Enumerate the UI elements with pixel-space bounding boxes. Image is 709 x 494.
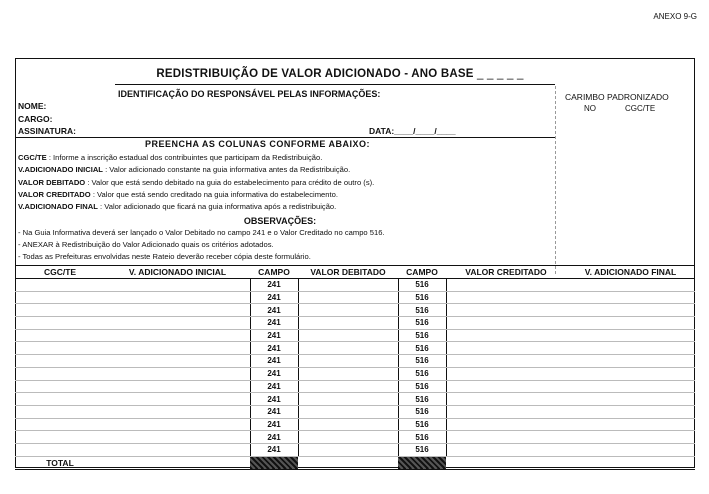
va-inicial-cell[interactable] (105, 342, 250, 355)
campo-credito-cell: 516 (398, 342, 446, 355)
campo-credito-cell: 516 (398, 291, 446, 304)
campo-credito-cell: 516 (398, 304, 446, 317)
valor-creditado-cell[interactable] (446, 367, 566, 380)
va-final-cell[interactable] (566, 304, 695, 317)
valor-creditado-cell[interactable] (446, 279, 566, 292)
table-row (15, 405, 695, 418)
cgcte-cell[interactable] (15, 291, 105, 304)
va-final-cell[interactable] (566, 367, 695, 380)
campo-credito-cell: 516 (398, 279, 446, 292)
instruction-item: CGC/TE : Informe a inscrição estadual dos contribuintes que participam da Redistribuição. (18, 153, 323, 162)
campo-debito-cell: 241 (250, 329, 298, 342)
id-heading: IDENTIFICAÇÃO DO RESPONSÁVEL PELAS INFORMAÇÕES: (118, 89, 381, 99)
col-header-campo-credito: CAMPO (398, 266, 446, 279)
va-inicial-cell[interactable] (105, 380, 250, 393)
valor-debitado-cell[interactable] (298, 342, 398, 355)
cargo-label: CARGO: (18, 114, 53, 124)
va-inicial-cell[interactable] (105, 317, 250, 330)
table-row (15, 393, 695, 406)
instruction-item: VALOR CREDITADO : Valor que está sendo creditado na guia informativa do estabelecimento. (18, 190, 338, 199)
instruction-item: V.ADICIONADO INICIAL : Valor adicionado constante na guia informativa antes da Redistribuição. (18, 165, 351, 174)
total-valor-creditado[interactable] (446, 456, 566, 469)
valor-debitado-cell[interactable] (298, 393, 398, 406)
total-valor-debitado[interactable] (298, 456, 398, 469)
col-header-va-final: V. ADICIONADO FINAL (566, 266, 695, 279)
valor-creditado-cell[interactable] (446, 431, 566, 444)
table-header-row (15, 266, 695, 279)
stamp-no-label: NO (584, 104, 596, 113)
va-inicial-cell[interactable] (105, 431, 250, 444)
va-inicial-cell[interactable] (105, 443, 250, 456)
campo-credito-cell: 516 (398, 367, 446, 380)
campo-credito-cell: 516 (398, 329, 446, 342)
valor-debitado-cell[interactable] (298, 355, 398, 368)
campo-debito-cell: 241 (250, 355, 298, 368)
total-campo-credito-shaded (398, 456, 446, 469)
valor-creditado-cell[interactable] (446, 291, 566, 304)
campo-debito-cell: 241 (250, 418, 298, 431)
stamp-cgcte-label: CGC/TE (625, 104, 656, 113)
cgcte-cell[interactable] (15, 405, 105, 418)
va-inicial-cell[interactable] (105, 355, 250, 368)
valor-creditado-cell[interactable] (446, 418, 566, 431)
table-row (15, 418, 695, 431)
valor-debitado-cell[interactable] (298, 317, 398, 330)
campo-debito-cell: 241 (250, 405, 298, 418)
annex-label: ANEXO 9-G (653, 12, 697, 21)
valor-debitado-cell[interactable] (298, 380, 398, 393)
table-row (15, 355, 695, 368)
col-header-valor-debitado: VALOR DEBITADO (298, 266, 398, 279)
cgcte-cell[interactable] (15, 367, 105, 380)
campo-credito-cell: 516 (398, 405, 446, 418)
va-inicial-cell[interactable] (105, 393, 250, 406)
valor-creditado-cell[interactable] (446, 317, 566, 330)
valor-creditado-cell[interactable] (446, 405, 566, 418)
table-row (15, 380, 695, 393)
valor-debitado-cell[interactable] (298, 443, 398, 456)
cgcte-cell[interactable] (15, 304, 105, 317)
total-va-inicial[interactable] (105, 456, 250, 469)
va-final-cell[interactable] (566, 380, 695, 393)
campo-credito-cell: 516 (398, 355, 446, 368)
va-final-cell[interactable] (566, 355, 695, 368)
va-final-cell[interactable] (566, 405, 695, 418)
total-row (15, 456, 695, 469)
date-field[interactable]: DATA:____/____/____ (369, 126, 456, 136)
va-inicial-cell[interactable] (105, 291, 250, 304)
total-label: TOTAL (15, 456, 105, 469)
table-row (15, 317, 695, 330)
table-row (15, 342, 695, 355)
table-row (15, 367, 695, 380)
valor-debitado-cell[interactable] (298, 291, 398, 304)
instruction-item: V.ADICIONADO FINAL : Valor adicionado que ficará na guia informativa após a redistribuição. (18, 202, 337, 211)
va-inicial-cell[interactable] (105, 279, 250, 292)
cgcte-cell[interactable] (15, 329, 105, 342)
cgcte-cell[interactable] (15, 393, 105, 406)
valor-creditado-cell[interactable] (446, 355, 566, 368)
table-row (15, 431, 695, 444)
col-header-cgcte: CGC/TE (15, 266, 105, 279)
valor-debitado-cell[interactable] (298, 367, 398, 380)
instructions-heading: PREENCHA AS COLUNAS CONFORME ABAIXO: (145, 139, 371, 149)
va-final-cell[interactable] (566, 329, 695, 342)
va-inicial-cell[interactable] (105, 405, 250, 418)
valor-debitado-cell[interactable] (298, 418, 398, 431)
valor-creditado-cell[interactable] (446, 443, 566, 456)
campo-debito-cell: 241 (250, 443, 298, 456)
valor-debitado-cell[interactable] (298, 405, 398, 418)
table-row (15, 443, 695, 456)
campo-debito-cell: 241 (250, 304, 298, 317)
valor-creditado-cell[interactable] (446, 329, 566, 342)
cgcte-cell[interactable] (15, 418, 105, 431)
name-label: NOME: (18, 101, 47, 111)
valor-debitado-cell[interactable] (298, 279, 398, 292)
va-inicial-cell[interactable] (105, 329, 250, 342)
observation-item: - Na Guia Informativa deverá ser lançado o Valor Debitado no campo 241 e o Valor Creditado no campo 516. (18, 228, 385, 237)
valor-creditado-cell[interactable] (446, 342, 566, 355)
col-header-valor-creditado: VALOR CREDITADO (446, 266, 566, 279)
va-final-cell[interactable] (566, 431, 695, 444)
campo-debito-cell: 241 (250, 380, 298, 393)
stamp-divider (555, 86, 556, 274)
campo-debito-cell: 241 (250, 279, 298, 292)
title-underline (115, 84, 555, 85)
cgcte-cell[interactable] (15, 380, 105, 393)
va-inicial-cell[interactable] (105, 418, 250, 431)
va-inicial-cell[interactable] (105, 304, 250, 317)
cgcte-cell[interactable] (15, 443, 105, 456)
cgcte-cell[interactable] (15, 279, 105, 292)
stamp-title: CARIMBO PADRONIZADO (565, 92, 669, 102)
campo-debito-cell: 241 (250, 367, 298, 380)
valor-debitado-cell[interactable] (298, 431, 398, 444)
instruction-item: VALOR DEBITADO : Valor que está sendo debitado na guia do estabelecimento para crédito de outro (s). (18, 178, 375, 187)
form-title: REDISTRIBUIÇÃO DE VALOR ADICIONADO - ANO BASE _ _ _ _ _ (156, 68, 524, 80)
va-final-cell[interactable] (566, 418, 695, 431)
va-final-cell[interactable] (566, 342, 695, 355)
campo-credito-cell: 516 (398, 418, 446, 431)
col-header-campo-debito: CAMPO (250, 266, 298, 279)
cgcte-cell[interactable] (15, 342, 105, 355)
assinatura-label: ASSINATURA: (18, 126, 76, 136)
va-final-cell[interactable] (566, 393, 695, 406)
campo-debito-cell: 241 (250, 431, 298, 444)
campo-debito-cell: 241 (250, 342, 298, 355)
table-row (15, 279, 695, 292)
total-campo-debito-shaded (250, 456, 298, 469)
campo-credito-cell: 516 (398, 443, 446, 456)
campo-debito-cell: 241 (250, 317, 298, 330)
table-row (15, 291, 695, 304)
cgcte-cell[interactable] (15, 431, 105, 444)
total-va-final[interactable] (566, 456, 695, 469)
observations-heading: OBSERVAÇÕES: (243, 216, 317, 226)
va-inicial-cell[interactable] (105, 367, 250, 380)
observation-item: - Todas as Prefeituras envolvidas neste Rateio deverão receber cópia deste formulário. (18, 252, 311, 261)
cgcte-cell[interactable] (15, 355, 105, 368)
section-divider (15, 137, 555, 138)
campo-credito-cell: 516 (398, 393, 446, 406)
campo-credito-cell: 516 (398, 431, 446, 444)
valor-creditado-cell[interactable] (446, 393, 566, 406)
col-header-va-inicial: V. ADICIONADO INICIAL (105, 266, 250, 279)
va-final-cell[interactable] (566, 279, 695, 292)
valor-debitado-cell[interactable] (298, 329, 398, 342)
va-final-cell[interactable] (566, 317, 695, 330)
valor-debitado-cell[interactable] (298, 304, 398, 317)
campo-credito-cell: 516 (398, 317, 446, 330)
va-final-cell[interactable] (566, 443, 695, 456)
table-row (15, 329, 695, 342)
valor-creditado-cell[interactable] (446, 304, 566, 317)
va-final-cell[interactable] (566, 291, 695, 304)
observation-item: - ANEXAR à Redistribuição do Valor Adicionado quais os critérios adotados. (18, 240, 274, 249)
redistribution-table (15, 265, 695, 470)
cgcte-cell[interactable] (15, 317, 105, 330)
campo-credito-cell: 516 (398, 380, 446, 393)
valor-creditado-cell[interactable] (446, 380, 566, 393)
table-row (15, 304, 695, 317)
campo-debito-cell: 241 (250, 291, 298, 304)
campo-debito-cell: 241 (250, 393, 298, 406)
